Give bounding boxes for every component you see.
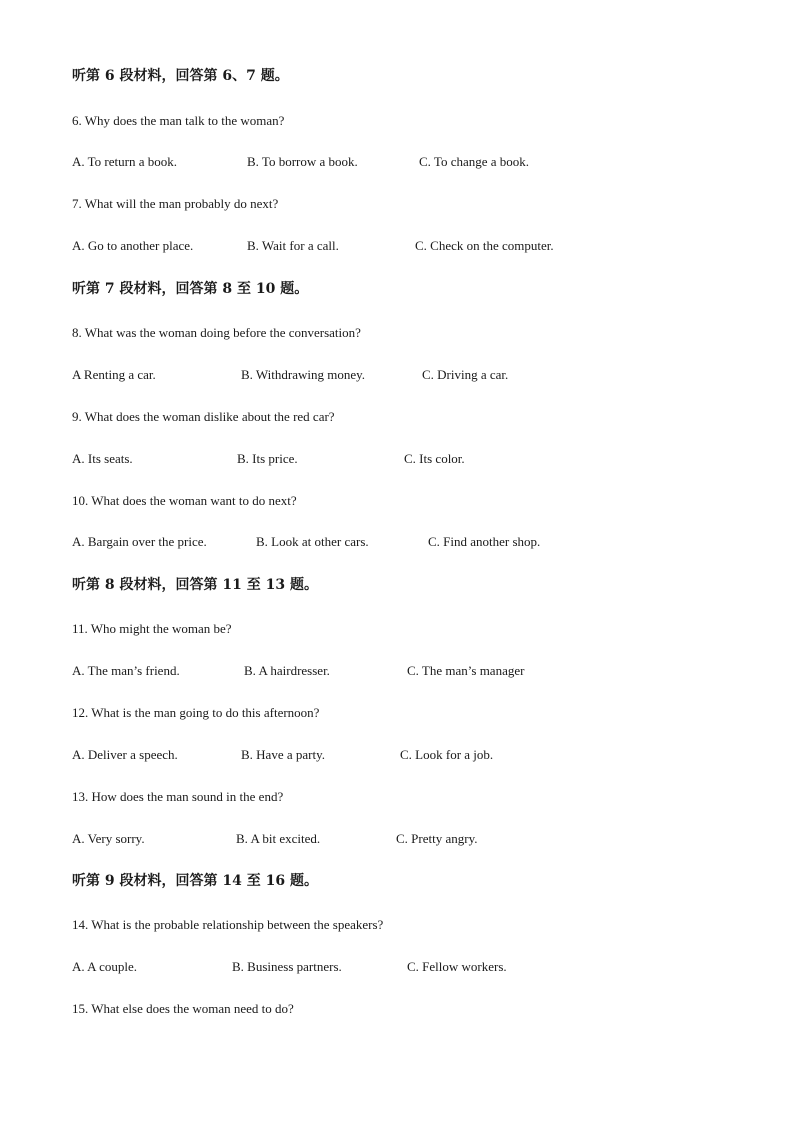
section-heading: 听第 7 段材料，回答第 8 至 10 题。 [72, 281, 309, 297]
option-a[interactable]: A Renting a car. [72, 367, 156, 382]
section-heading: 听第 8 段材料，回答第 11 至 13 题。 [72, 577, 318, 593]
option-b[interactable]: B. Its price. [237, 451, 298, 466]
question-text: 7. What will the man probably do next? [72, 196, 279, 211]
question-text: 13. How does the man sound in the end? [72, 789, 284, 804]
option-b[interactable]: B. Wait for a call. [247, 238, 339, 253]
option-b[interactable]: B. Have a party. [241, 747, 325, 762]
question-text: 6. Why does the man talk to the woman? [72, 113, 285, 128]
question-text: 14. What is the probable relationship between the speakers? [72, 917, 384, 932]
option-b[interactable]: B. Look at other cars. [256, 534, 369, 549]
option-a[interactable]: A. A couple. [72, 959, 137, 974]
section-heading: 听第 9 段材料，回答第 14 至 16 题。 [72, 873, 318, 889]
option-c[interactable]: C. To change a book. [419, 154, 530, 169]
option-c[interactable]: C. Its color. [404, 451, 465, 466]
option-b[interactable]: B. Withdrawing money. [241, 367, 366, 382]
option-a[interactable]: A. To return a book. [72, 154, 177, 169]
option-a[interactable]: A. Go to another place. [72, 238, 194, 253]
section-heading: 听第 6 段材料，回答第 6、7 题。 [72, 68, 289, 84]
option-c[interactable]: C. Look for a job. [400, 747, 494, 762]
option-a[interactable]: A. Deliver a speech. [72, 747, 178, 762]
question-text: 15. What else does the woman need to do? [72, 1001, 294, 1016]
question-text: 8. What was the woman doing before the conversation? [72, 325, 361, 340]
question-text: 12. What is the man going to do this afternoon? [72, 705, 320, 720]
option-c[interactable]: C. The man’s manager [407, 663, 525, 678]
option-c[interactable]: C. Fellow workers. [407, 959, 507, 974]
option-c[interactable]: C. Pretty angry. [396, 831, 478, 846]
question-text: 9. What does the woman dislike about the red car? [72, 409, 335, 424]
option-c[interactable]: C. Driving a car. [422, 367, 509, 382]
question-text: 11. Who might the woman be? [72, 621, 232, 636]
option-a[interactable]: A. Bargain over the price. [72, 534, 207, 549]
option-b[interactable]: B. A bit excited. [236, 831, 321, 846]
option-a[interactable]: A. Very sorry. [72, 831, 145, 846]
option-c[interactable]: C. Find another shop. [428, 534, 541, 549]
option-a[interactable]: A. Its seats. [72, 451, 133, 466]
option-b[interactable]: B. To borrow a book. [247, 154, 358, 169]
option-a[interactable]: A. The man’s friend. [72, 663, 180, 678]
option-b[interactable]: B. Business partners. [232, 959, 342, 974]
question-text: 10. What does the woman want to do next? [72, 493, 297, 508]
option-b[interactable]: B. A hairdresser. [244, 663, 330, 678]
option-c[interactable]: C. Check on the computer. [415, 238, 554, 253]
